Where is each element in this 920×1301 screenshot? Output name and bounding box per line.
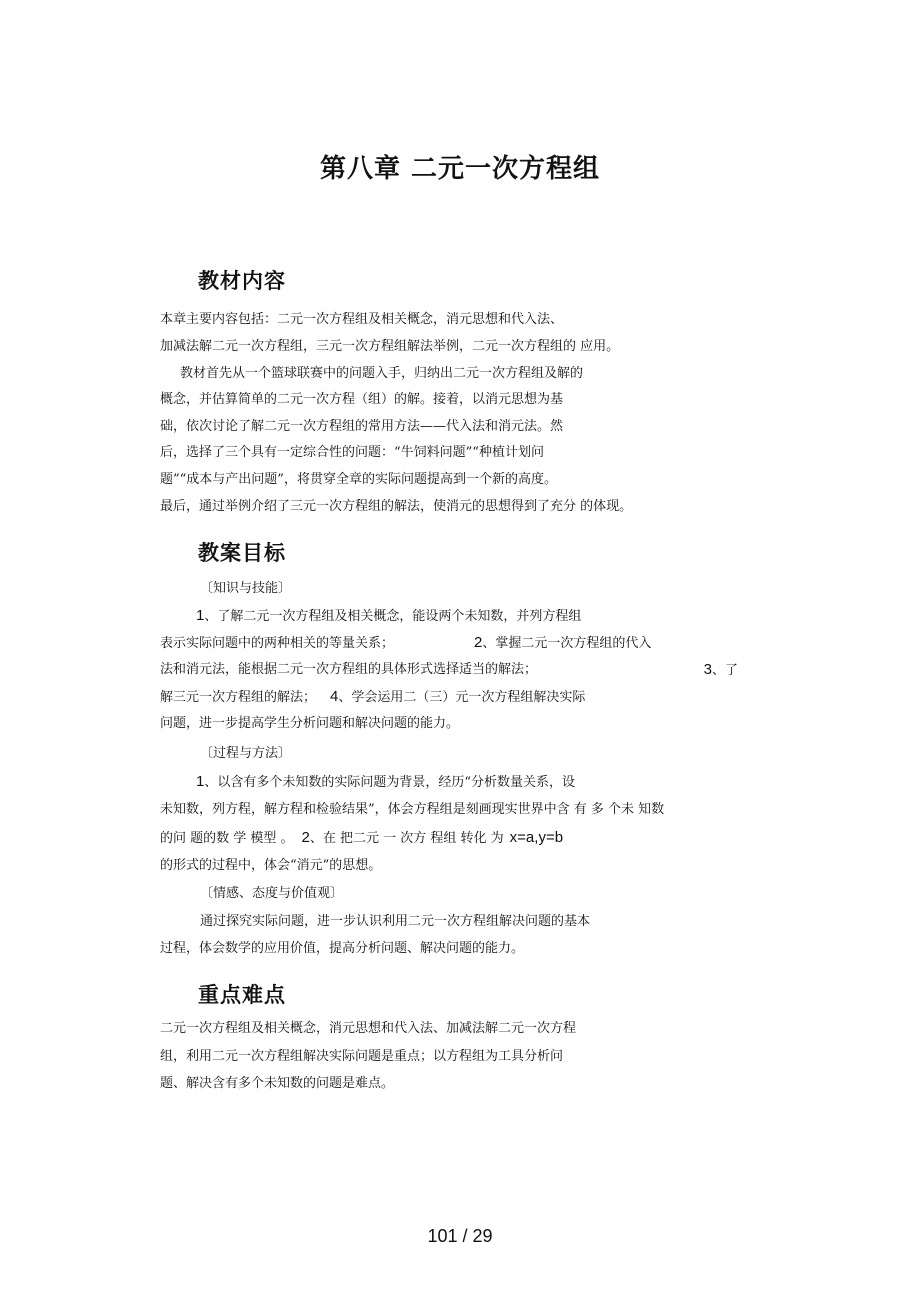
subsection-label-process: 〔过程与方法〕 [200, 746, 292, 761]
list-number: 2 [301, 829, 310, 846]
line-text: 、以含有多个未知数的实际问题为背景，经历“分析数量关系，设 [204, 775, 575, 790]
paragraph-line: 础，依次讨论了解二元一次方程组的常用方法——代入法和消元法。然 [160, 419, 564, 434]
section-heading-textbook-content: 教材内容 [198, 269, 286, 293]
line-text: 、了解二元一次方程组及相关概念，能设两个未知数，并列方程组 [204, 609, 582, 624]
list-number: 1 [196, 607, 205, 624]
paragraph-line: 教材首先从一个篮球联赛中的问题入手，归纳出二元一次方程组及解的 [180, 366, 584, 381]
line-text: 表示实际问题中的两种相关的等量关系； [160, 636, 395, 651]
section-heading-key-difficulties: 重点难点 [198, 983, 286, 1007]
list-number: 3 [703, 661, 712, 678]
paragraph-line: 本章主要内容包括：二元一次方程组及相关概念，消元思想和代入法、 [160, 312, 564, 327]
paragraph-line: 通过探究实际问题，进一步认识利用二元一次方程组解决问题的基本 [200, 914, 591, 929]
page-number: 101 / 29 [427, 1226, 493, 1246]
paragraph-line [160, 661, 738, 680]
paragraph-line: 过程，体会数学的应用价值，提高分析问题、解决问题的能力。 [160, 941, 525, 956]
line-text: 的问 题的数 学 模型 。 [160, 831, 294, 846]
list-number: 2 [474, 634, 483, 651]
line-text: 解三元一次方程组的解法； [160, 690, 317, 705]
paragraph-line: 未知数，列方程，解方程和检验结果”，体会方程组是刻画现实世界中含 有 多 个未 知数 [160, 802, 665, 817]
list-number: 1 [196, 773, 205, 790]
paragraph-line [160, 829, 563, 848]
paragraph-line [160, 634, 651, 653]
subsection-label-knowledge: 〔知识与技能〕 [200, 581, 292, 596]
paragraph-line: 题”“成本与产出问题”，将贯穿全章的实际问题提高到一个新的高度。 [160, 472, 557, 487]
line-text: 、学会运用二（三）元一次方程组解决实际 [338, 690, 586, 705]
paragraph-line: 加减法解二元一次方程组，三元一次方程组解法举例，二元一次方程组的 应用。 [160, 339, 620, 354]
line-text: 、了 [711, 663, 738, 678]
paragraph-line [196, 607, 581, 626]
line-text: 、掌握二元一次方程组的代入 [482, 636, 652, 651]
paragraph-line: 的形式的过程中，体会“消元”的思想。 [160, 858, 382, 873]
subsection-label-attitude: 〔情感、态度与价值观〕 [200, 886, 344, 901]
list-number: 4 [330, 688, 339, 705]
paragraph-line: 最后，通过举例介绍了三元一次方程组的解法，使消元的思想得到了充分 的体现。 [160, 499, 633, 514]
paragraph-line [160, 688, 585, 707]
math-expression: x=a,y=b [509, 829, 564, 846]
line-text: 、在 把二元 一 次方 程组 转化 为 [309, 831, 504, 846]
paragraph-line: 概念，并估算简单的二元一次方程（组）的解。接着，以消元思想为基 [160, 392, 564, 407]
page-title: 第八章 二元一次方程组 [319, 154, 601, 184]
line-text: 法和消元法，能根据二元一次方程组的具体形式选择适当的解法； [160, 662, 538, 677]
paragraph-line [196, 773, 575, 792]
paragraph-line: 后，选择了三个具有一定综合性的问题：“牛饲料问题”“种植计划问 [160, 445, 544, 460]
section-heading-teaching-objectives: 教案目标 [198, 541, 286, 565]
paragraph-line: 二元一次方程组及相关概念，消元思想和代入法、加减法解二元一次方程 [160, 1021, 577, 1036]
paragraph-line: 题、解决含有多个未知数的问题是难点。 [160, 1076, 395, 1091]
paragraph-line: 组，利用二元一次方程组解决实际问题是重点；以方程组为工具分析问 [160, 1049, 564, 1064]
paragraph-line: 问题，进一步提高学生分析问题和解决问题的能力。 [160, 716, 460, 731]
